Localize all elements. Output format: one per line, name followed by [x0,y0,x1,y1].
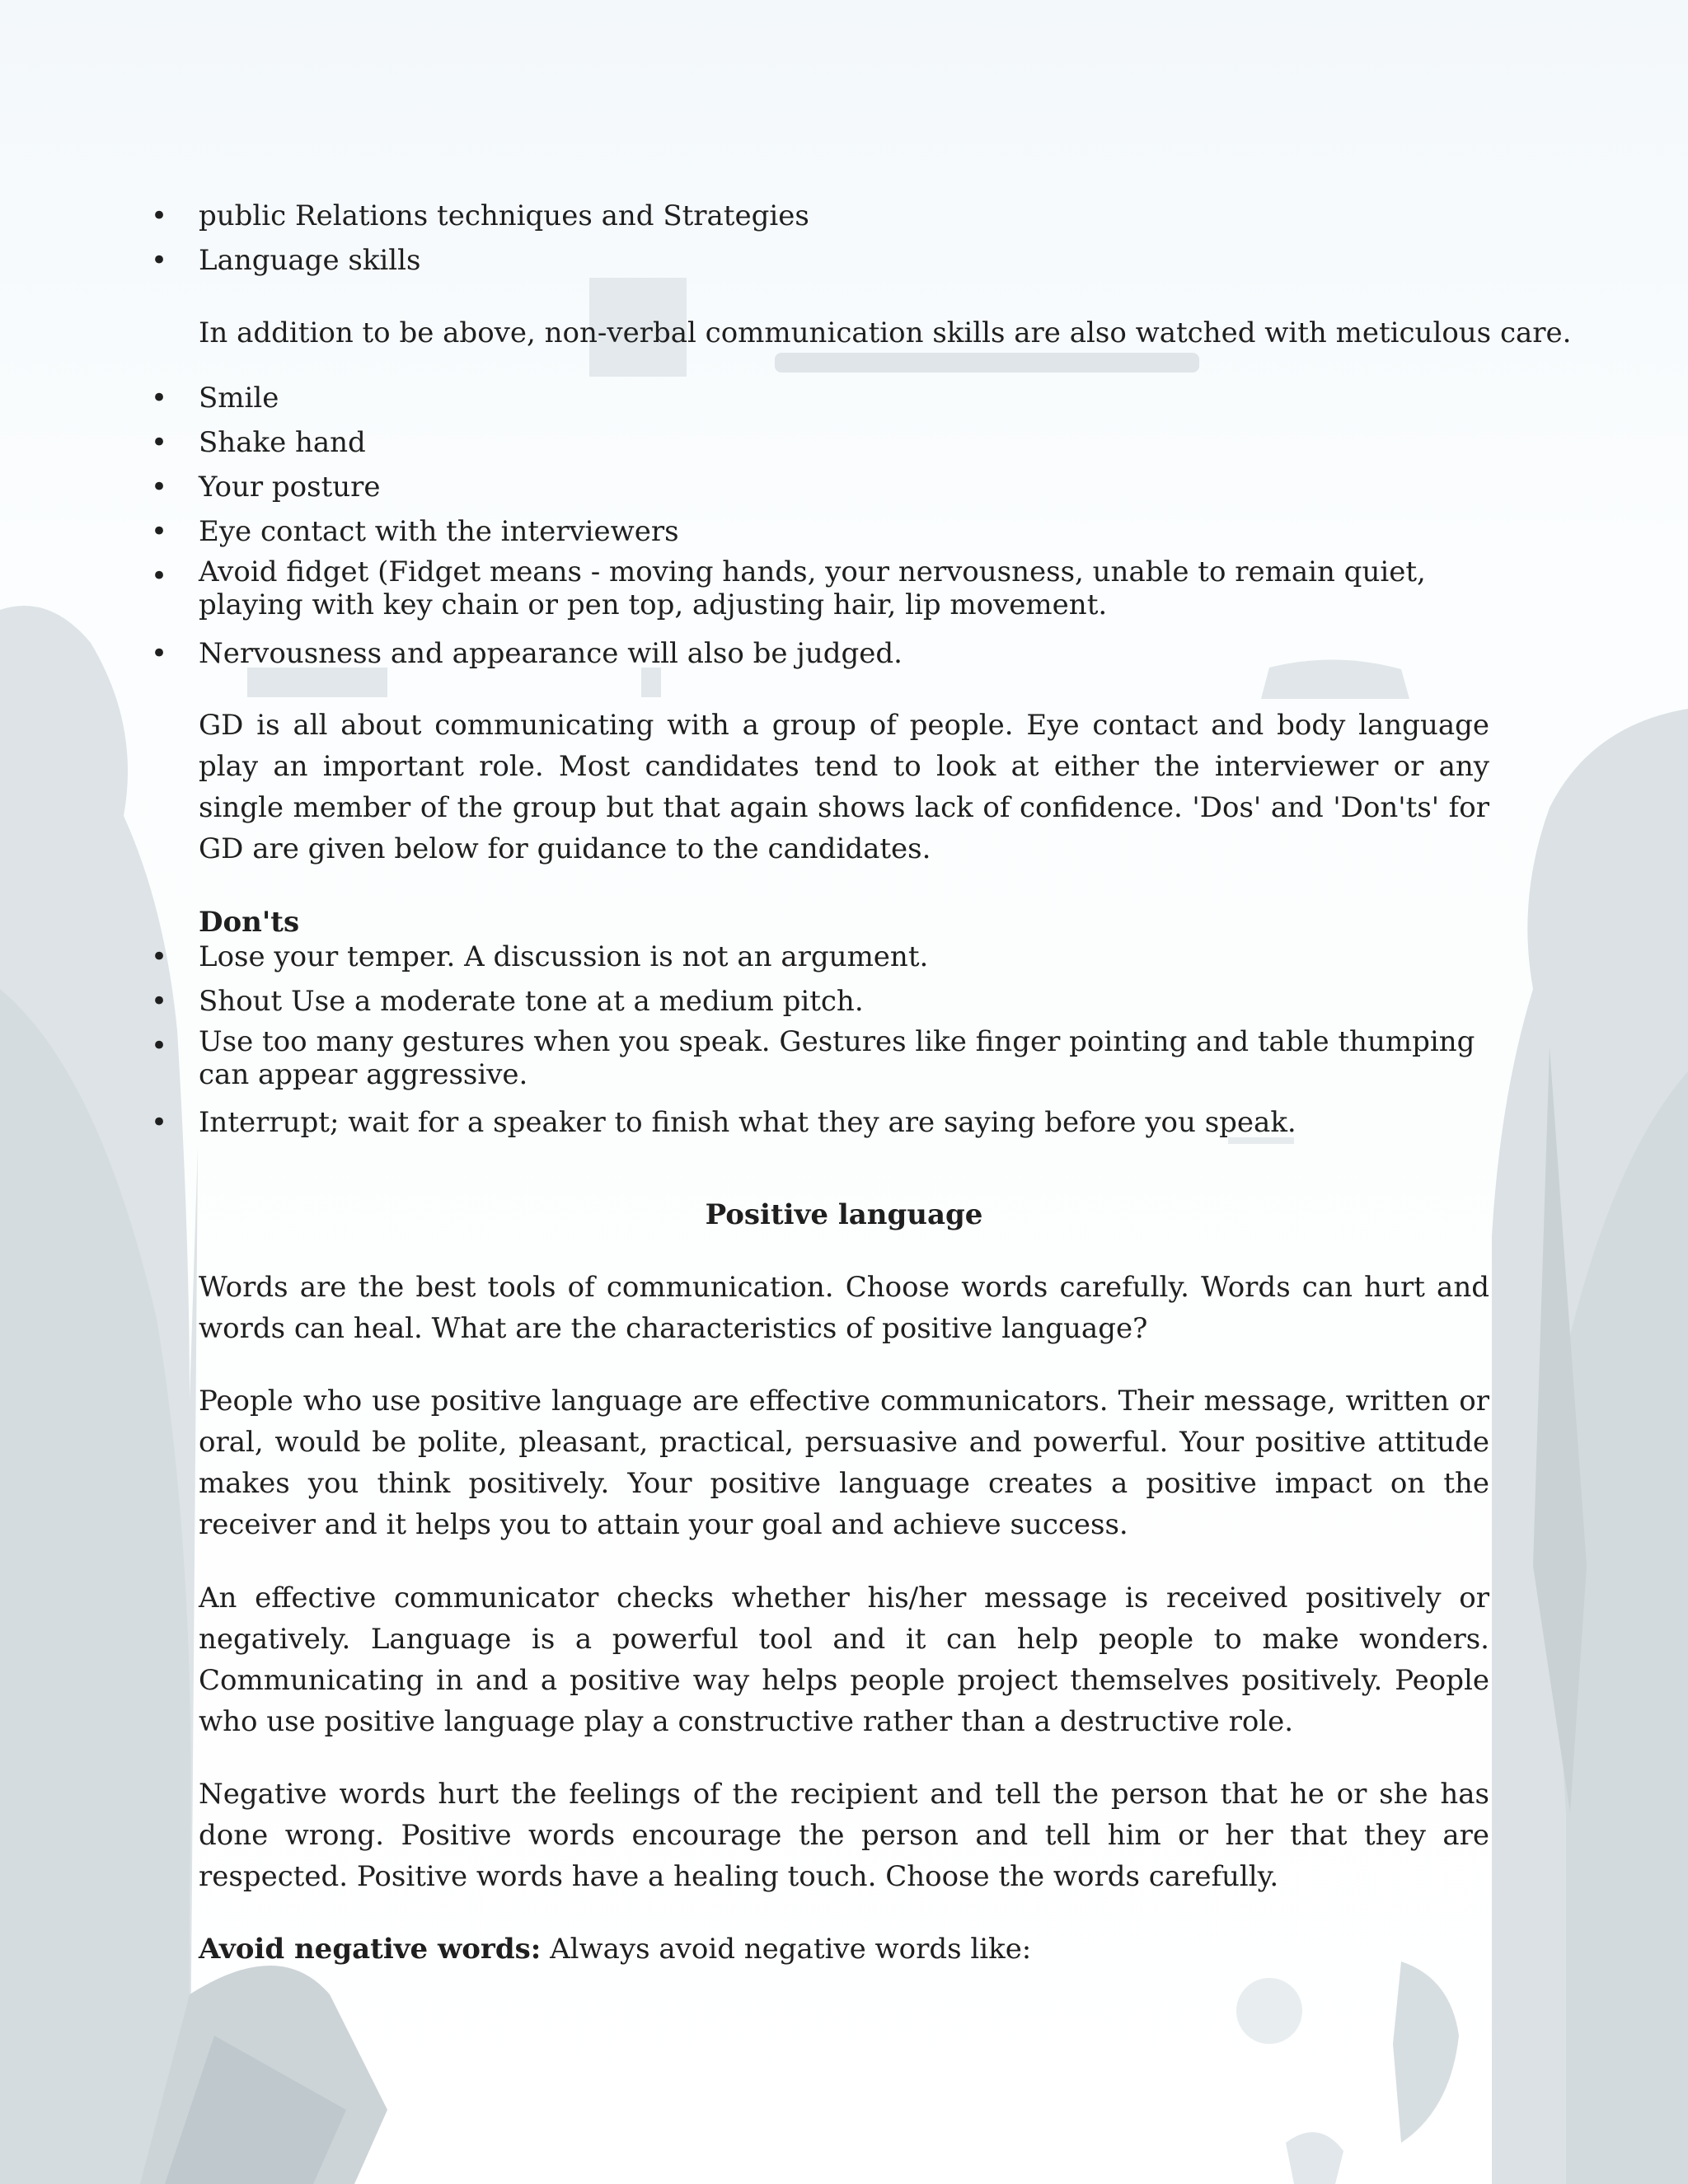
paragraph-people: People who use positive language are effective communicators. Their message, written or oral, would be polite, pleasant, practical, persuasive and powerful. Your positive attitude makes you think positively. Your positive language creates a positive impact on the receiver and it helps you to attain your goal and achieve success. [199,1385,1489,1541]
list-item-text: Shake hand [199,426,366,459]
positive-language-heading: Positive language [705,1198,983,1231]
list-item [0,422,1688,463]
list-item [0,936,1688,977]
list-item [0,981,1688,1022]
bullet-icon: • [151,199,168,232]
list-item-text: public Relations techniques and Strategies [199,199,809,232]
paragraph-effective: An effective communicator checks whether his/her message is received positively or negatively. Language is a powerful tool and it can help people to make wonders. Communicating in and a positive way helps people project themselves positively. People who use positive language play a constructive rather than a destructive role. [199,1582,1489,1738]
bullet-icon: • [151,637,168,670]
list-item [0,195,1688,237]
bullet-icon: • [151,1106,168,1139]
list-item-text: Shout Use a moderate tone at a medium pitch. [199,985,864,1018]
list-item [0,1025,1688,1108]
list-item [0,511,1688,552]
list-item-text: Interrupt; wait for a speaker to finish what they are saying before you speak. [199,1106,1296,1139]
bullet-icon: • [151,560,168,593]
list-item-text: Smile [199,382,279,415]
donts-heading: Don'ts [199,906,300,939]
bullet-icon: • [151,471,168,504]
paragraph-negative: Negative words hurt the feelings of the recipient and tell the person that he or she has done wrong. Positive words encourage the person and tell him or her that they are respected. Positive words have a healing touch. Choose the words carefully. [199,1778,1489,1893]
list-item [0,377,1688,419]
avoid-negative-words-line [199,1929,1031,1970]
list-item-text: Nervousness and appearance will also be judged. [199,637,903,670]
paragraph-words: Words are the best tools of communication. Choose words carefully. Words can hurt and words can heal. What are the characteristics of positive language? [199,1271,1489,1345]
gd-paragraph: GD is all about communicating with a group of people. Eye contact and body language play an important role. Most candidates tend to look at either the interviewer or any single member of the group but that again shows lack of confidence. 'Dos' and 'Don'ts' for GD are given below for guidance to the candidates. [199,709,1489,865]
bullet-icon: • [151,244,168,277]
nonverbal-intro: In addition to be above, non-verbal communication skills are also watched with meticulous care. [199,316,1572,349]
bullet-icon: • [151,1029,168,1062]
avoid-negative-words-text: Always avoid negative words like: [541,1933,1032,1966]
list-item-text: Eye contact with the interviewers [199,515,679,548]
list-item-text: Your posture [199,471,381,504]
list-item-text: Language skills [199,244,421,277]
bullet-icon: • [151,382,168,415]
list-item-text: Use too many gestures when you speak. Gestures like finger pointing and table thumping can appear aggressive. [199,1025,1475,1091]
avoid-negative-words-label: Avoid negative words: [199,1933,542,1966]
bullet-icon: • [151,426,168,459]
list-item [0,633,1688,674]
list-item-text: Lose your temper. A discussion is not an argument. [199,940,929,973]
list-item-text: Avoid fidget (Fidget means - moving hands, your nervousness, unable to remain quiet, playing with key chain or pen top, adjusting hair, lip movement. [199,555,1426,621]
bullet-icon: • [151,985,168,1018]
list-item [0,240,1688,281]
bullet-icon: • [151,940,168,973]
list-item [0,1102,1688,1143]
list-item [0,466,1688,508]
list-item [0,555,1688,638]
bullet-icon: • [151,515,168,548]
